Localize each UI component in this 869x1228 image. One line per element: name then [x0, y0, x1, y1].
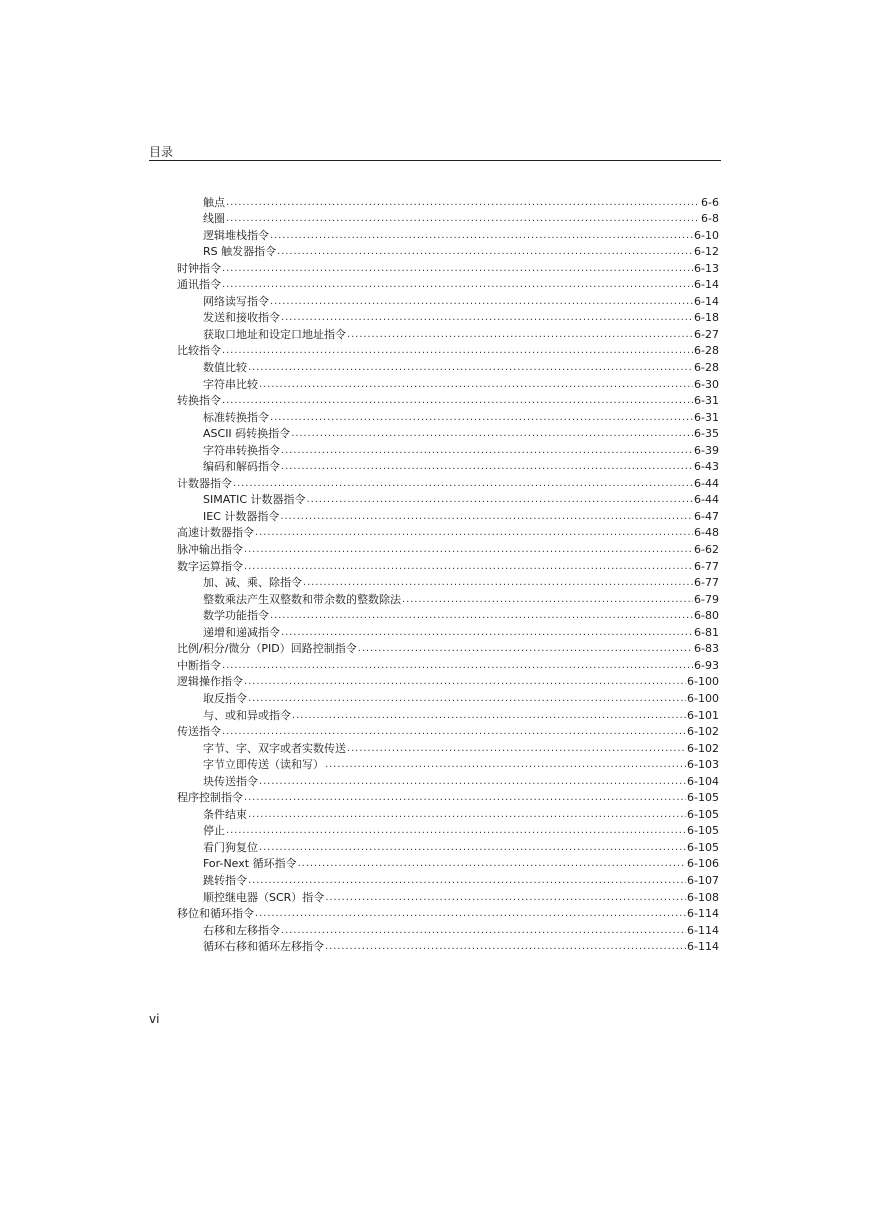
page-header-title: 目录 [149, 145, 174, 159]
toc-entry-title: 高速计数器指令 [177, 526, 254, 540]
toc-entry-title: 顺控继电器（SCR）指令 [203, 890, 325, 904]
toc-dot-leader [222, 343, 693, 359]
toc-dot-leader [244, 674, 686, 690]
toc-entry-page: 6-93 [694, 658, 719, 672]
toc-entry[interactable] [149, 376, 719, 393]
toc-entry-title: 获取口地址和设定口地址指令 [203, 327, 346, 341]
toc-entry-title: 通讯指令 [177, 278, 221, 292]
toc-entry[interactable] [149, 575, 719, 592]
toc-entry-title: 计数器指令 [177, 476, 232, 490]
toc-entry[interactable] [149, 508, 719, 525]
toc-entry-page: 6-101 [687, 708, 719, 722]
toc-dot-leader [270, 608, 693, 624]
toc-dot-leader [358, 641, 693, 657]
toc-entry-page: 6-114 [687, 923, 719, 937]
toc-entry[interactable] [149, 608, 719, 625]
toc-entry[interactable] [149, 641, 719, 658]
toc-dot-leader [325, 757, 686, 773]
toc-entry-page: 6-8 [701, 212, 719, 226]
toc-dot-leader [270, 410, 693, 426]
toc-dot-leader [270, 228, 693, 244]
table-of-contents [149, 194, 719, 955]
toc-dot-leader [222, 261, 693, 277]
toc-entry-page: 6-6 [701, 195, 719, 209]
toc-dot-leader [325, 890, 686, 906]
toc-entry-title: 取反指令 [203, 691, 247, 705]
toc-entry[interactable] [149, 839, 719, 856]
toc-dot-leader [280, 509, 693, 525]
toc-entry-title: 触点 [203, 195, 225, 209]
toc-dot-leader [259, 774, 686, 790]
toc-entry-page: 6-47 [694, 509, 719, 523]
toc-entry[interactable] [149, 326, 719, 343]
toc-entry-page: 6-105 [687, 840, 719, 854]
toc-entry[interactable] [149, 690, 719, 707]
toc-entry-title: 线圈 [203, 212, 225, 226]
toc-entry-title: 脉冲输出指令 [177, 543, 243, 557]
toc-entry-page: 6-62 [694, 543, 719, 557]
toc-entry-title: 字符串转换指令 [203, 443, 280, 457]
toc-entry[interactable] [149, 541, 719, 558]
toc-entry[interactable] [149, 293, 719, 310]
toc-entry-title: 逻辑操作指令 [177, 675, 243, 689]
toc-entry-title: 比例/积分/微分（PID）回路控制指令 [177, 642, 357, 656]
toc-entry-page: 6-44 [694, 476, 719, 490]
toc-entry-page: 6-114 [687, 907, 719, 921]
toc-dot-leader [259, 840, 686, 856]
toc-entry-title: 停止 [203, 824, 225, 838]
toc-entry-title: 条件结束 [203, 807, 247, 821]
toc-entry[interactable] [149, 939, 719, 956]
toc-entry-page: 6-80 [694, 609, 719, 623]
toc-dot-leader [226, 211, 700, 227]
toc-entry-page: 6-14 [694, 294, 719, 308]
toc-entry[interactable] [149, 624, 719, 641]
toc-entry-title: 数值比较 [203, 361, 247, 375]
toc-dot-leader [277, 244, 693, 260]
toc-entry[interactable] [149, 740, 719, 757]
toc-entry[interactable] [149, 343, 719, 360]
toc-entry-page: 6-13 [694, 261, 719, 275]
toc-entry-title: 加、减、乘、除指令 [203, 576, 302, 590]
toc-dot-leader [255, 906, 686, 922]
toc-entry[interactable] [149, 426, 719, 443]
toc-entry-page: 6-12 [694, 245, 719, 259]
toc-entry[interactable] [149, 260, 719, 277]
toc-dot-leader [222, 277, 693, 293]
toc-entry-page: 6-100 [687, 675, 719, 689]
toc-dot-leader [222, 724, 686, 740]
toc-dot-leader [248, 807, 686, 823]
toc-entry-title: 发送和接收指令 [203, 311, 280, 325]
toc-entry-title: 标准转换指令 [203, 410, 269, 424]
toc-dot-leader [233, 476, 693, 492]
toc-dot-leader [307, 492, 694, 508]
toc-dot-leader [226, 195, 700, 211]
toc-dot-leader [347, 327, 693, 343]
toc-dot-leader [259, 377, 693, 393]
toc-entry[interactable] [149, 707, 719, 724]
toc-entry-title: 传送指令 [177, 725, 221, 739]
toc-entry[interactable] [149, 475, 719, 492]
toc-entry-page: 6-31 [694, 394, 719, 408]
toc-dot-leader [281, 625, 693, 641]
toc-entry-page: 6-105 [687, 807, 719, 821]
toc-entry[interactable] [149, 773, 719, 790]
toc-entry-page: 6-43 [694, 460, 719, 474]
toc-entry[interactable] [149, 194, 719, 211]
toc-entry[interactable] [149, 790, 719, 807]
toc-entry-page: 6-107 [687, 873, 719, 887]
toc-dot-leader [347, 741, 686, 757]
toc-entry-title: 移位和循环指令 [177, 907, 254, 921]
toc-entry[interactable] [149, 211, 719, 228]
toc-dot-leader [402, 592, 693, 608]
toc-entry-title: 与、或和异或指令 [203, 708, 291, 722]
toc-entry[interactable] [149, 922, 719, 939]
toc-dot-leader [222, 658, 693, 674]
toc-entry-title: 循环右移和循环左移指令 [203, 940, 324, 954]
toc-entry[interactable] [149, 525, 719, 542]
toc-entry[interactable] [149, 724, 719, 741]
toc-entry-title: 程序控制指令 [177, 791, 243, 805]
toc-dot-leader [244, 559, 693, 575]
toc-entry-title: 比较指令 [177, 344, 221, 358]
toc-entry-title: 字节、字、双字或者实数传送 [203, 741, 346, 755]
toc-entry-page: 6-105 [687, 824, 719, 838]
toc-entry-page: 6-102 [687, 725, 719, 739]
toc-entry[interactable] [149, 459, 719, 476]
toc-entry[interactable] [149, 657, 719, 674]
toc-dot-leader [248, 873, 686, 889]
toc-entry[interactable] [149, 244, 719, 261]
toc-entry-title: 中断指令 [177, 658, 221, 672]
toc-entry-title: ASCII 码转换指令 [203, 427, 291, 441]
toc-dot-leader [281, 923, 686, 939]
toc-dot-leader [270, 294, 693, 310]
toc-dot-leader [226, 823, 686, 839]
toc-dot-leader [303, 575, 693, 591]
toc-dot-leader [298, 856, 686, 872]
toc-entry[interactable] [149, 409, 719, 426]
toc-dot-leader [281, 310, 693, 326]
toc-entry-page: 6-14 [694, 278, 719, 292]
toc-entry[interactable] [149, 806, 719, 823]
toc-entry-page: 6-27 [694, 327, 719, 341]
toc-dot-leader [292, 708, 686, 724]
toc-dot-leader [325, 939, 686, 955]
footer-page-number: vi [149, 1012, 160, 1026]
toc-entry-title: 字符串比较 [203, 377, 258, 391]
toc-entry[interactable] [149, 442, 719, 459]
toc-entry-title: 网络读写指令 [203, 294, 269, 308]
toc-entry-title: IEC 计数器指令 [203, 509, 280, 523]
toc-entry-page: 6-104 [687, 774, 719, 788]
toc-entry[interactable] [149, 227, 719, 244]
toc-entry[interactable] [149, 856, 719, 873]
toc-entry-title: 数字运算指令 [177, 559, 243, 573]
toc-entry-title: 跳转指令 [203, 873, 247, 887]
toc-entry[interactable] [149, 906, 719, 923]
toc-entry-page: 6-83 [694, 642, 719, 656]
toc-entry-page: 6-44 [694, 493, 719, 507]
toc-dot-leader [255, 525, 693, 541]
toc-dot-leader [248, 691, 686, 707]
toc-dot-leader [244, 542, 693, 558]
toc-entry-page: 6-28 [694, 344, 719, 358]
toc-entry-page: 6-79 [694, 592, 719, 606]
toc-entry-page: 6-103 [687, 758, 719, 772]
toc-entry[interactable] [149, 674, 719, 691]
toc-entry-page: 6-105 [687, 791, 719, 805]
toc-entry[interactable] [149, 591, 719, 608]
toc-entry[interactable] [149, 872, 719, 889]
toc-entry[interactable] [149, 757, 719, 774]
toc-entry-page: 6-100 [687, 691, 719, 705]
toc-entry-page: 6-10 [694, 228, 719, 242]
toc-entry-page: 6-114 [687, 940, 719, 954]
toc-entry-page: 6-30 [694, 377, 719, 391]
toc-entry-title: 字节立即传送（读和写） [203, 758, 324, 772]
toc-entry-page: 6-108 [687, 890, 719, 904]
toc-entry-page: 6-106 [687, 857, 719, 871]
toc-entry-page: 6-81 [694, 625, 719, 639]
toc-dot-leader [244, 790, 686, 806]
toc-entry-page: 6-28 [694, 361, 719, 375]
toc-entry-title: For-Next 循环指令 [203, 857, 297, 871]
toc-dot-leader [281, 443, 693, 459]
toc-entry-title: SIMATIC 计数器指令 [203, 493, 306, 507]
toc-entry-title: 时钟指令 [177, 261, 221, 275]
toc-entry-title: 编码和解码指令 [203, 460, 280, 474]
toc-dot-leader [222, 393, 693, 409]
toc-entry-page: 6-31 [694, 410, 719, 424]
toc-entry[interactable] [149, 492, 719, 509]
toc-entry-page: 6-18 [694, 311, 719, 325]
toc-entry-title: 看门狗复位 [203, 840, 258, 854]
toc-entry-page: 6-35 [694, 427, 719, 441]
toc-dot-leader [281, 459, 693, 475]
toc-entry[interactable] [149, 359, 719, 376]
toc-entry-page: 6-48 [694, 526, 719, 540]
toc-entry[interactable] [149, 889, 719, 906]
toc-dot-leader [248, 360, 693, 376]
toc-entry-title: 逻辑堆栈指令 [203, 228, 269, 242]
toc-entry-page: 6-77 [694, 576, 719, 590]
toc-dot-leader [291, 426, 693, 442]
toc-entry[interactable] [149, 277, 719, 294]
toc-entry-title: 转换指令 [177, 394, 221, 408]
toc-entry-page: 6-77 [694, 559, 719, 573]
toc-entry-title: RS 触发器指令 [203, 245, 277, 259]
toc-entry-title: 递增和递减指令 [203, 625, 280, 639]
toc-entry-page: 6-102 [687, 741, 719, 755]
toc-entry[interactable] [149, 310, 719, 327]
toc-entry[interactable] [149, 823, 719, 840]
toc-entry[interactable] [149, 558, 719, 575]
header-rule [149, 160, 721, 161]
toc-entry-title: 右移和左移指令 [203, 923, 280, 937]
toc-entry[interactable] [149, 393, 719, 410]
toc-entry-title: 数学功能指令 [203, 609, 269, 623]
toc-entry-title: 块传送指令 [203, 774, 258, 788]
toc-entry-title: 整数乘法产生双整数和带余数的整数除法 [203, 592, 401, 606]
toc-entry-page: 6-39 [694, 443, 719, 457]
